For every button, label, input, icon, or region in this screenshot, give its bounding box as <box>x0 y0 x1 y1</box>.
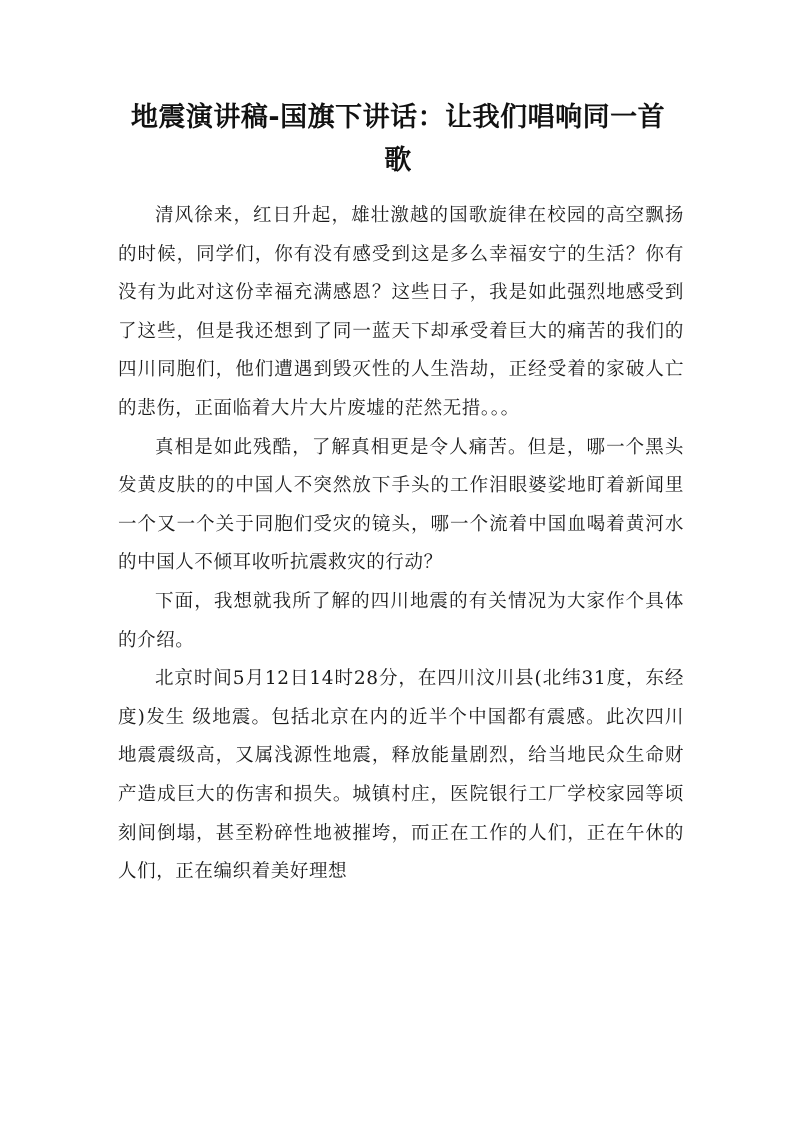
document-title: 地震演讲稿-国旗下讲话：让我们唱响同一首歌 <box>130 102 666 176</box>
paragraph-4: 北京时间5月12日14时28分，在四川汶川县(北纬31度，东经 度)发生 级地震。包括北京在内的近半个中国都有震感。此次四川地震震级高，又属浅源性地震，释放能量剧烈，给当地民众生命财产造成巨大的伤害和损失。城镇村庄，医院银行工厂学校家园等顷刻间倒塌，甚至粉碎性地被摧垮，而正在工作的人们，正在午休的人们，正在编织着美好理想 <box>118 668 684 883</box>
paragraph-2: 真相是如此残酷，了解真相更是令人痛苦。但是，哪一个黑头发黄皮肤的的中国人不突然放下手头的工作泪眼婆娑地盯着新闻里一个又一个关于同胞们受灾的镜头，哪一个流着中国血喝着黄河水的中国人不倾耳收听抗震救灾的行动？ <box>118 436 684 574</box>
paragraph-1: 清风徐来，红日升起，雄壮激越的国歌旋律在校园的高空飘扬的时候，同学们，你有没有感受到这是多么幸福安宁的生活？你有没有为此对这份幸福充满感恩？这些日子，我是如此强烈地感受到了这些，但是我还想到了同一蓝天下却承受着巨大的痛苦的我们的四川同胞们，他们遭遇到毁灭性的人生浩劫，正经受着的家破人亡的悲伤，正面临着大片大片废墟的茫然无措。。。 <box>118 205 684 419</box>
document-body <box>118 197 684 892</box>
paragraph-3: 下面，我想就我所了解的四川地震的有关情况为大家作个具体的介绍。 <box>118 590 684 651</box>
